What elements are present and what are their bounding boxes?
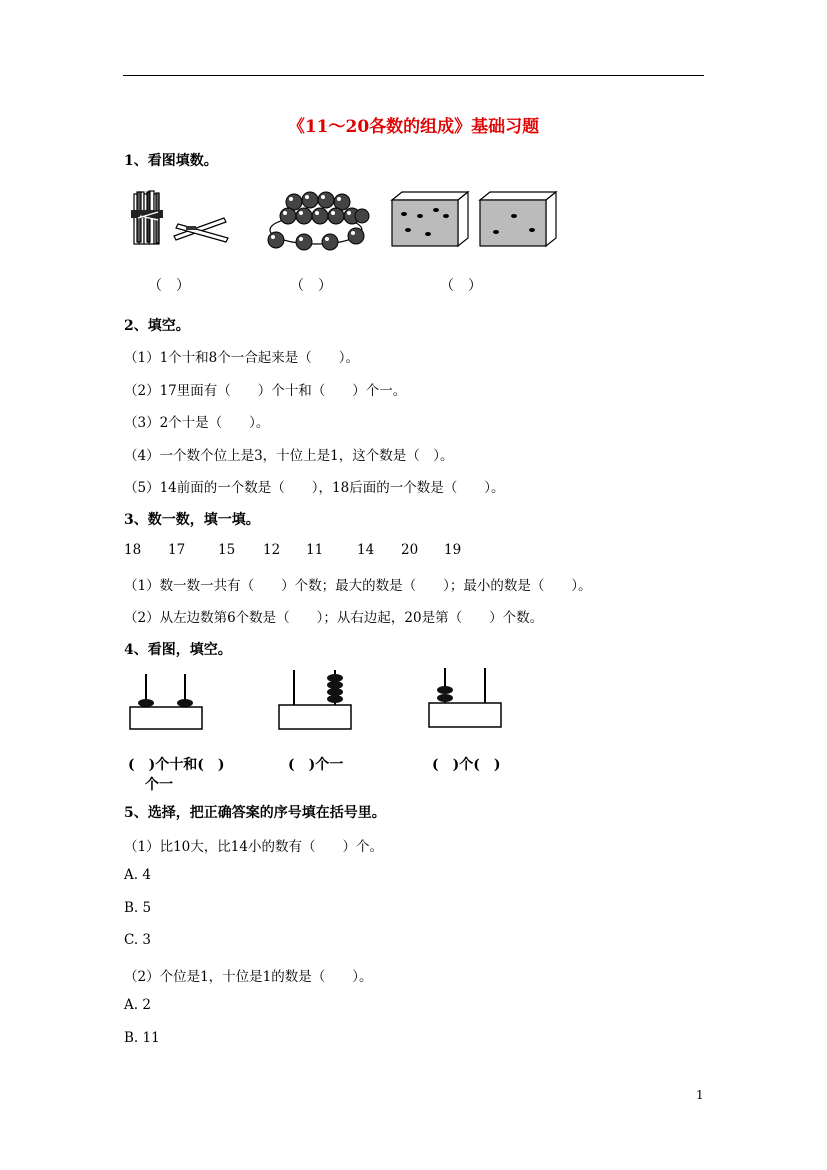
q3-heading: 3、数一数，填一填。 xyxy=(124,512,260,528)
q1-blank-2[interactable]: （ ） xyxy=(290,278,332,294)
q3-number-2: 17 xyxy=(168,542,186,558)
fish-tanks-image xyxy=(388,190,558,250)
q4-caption-2: ( )个一 xyxy=(288,757,344,773)
header-rule xyxy=(123,75,704,76)
q1-blank-1[interactable]: （ ） xyxy=(148,278,190,294)
q3-number-1: 18 xyxy=(124,542,142,558)
q4-caption-1-line-2: 个一 xyxy=(145,777,173,793)
q4-caption-1-line-1: ( )个十和( ) xyxy=(128,757,225,773)
q5-sub2-question: （2）个位是1，十位是1的数是（ ）。 xyxy=(124,969,373,985)
q4-caption-3: ( )个( ) xyxy=(432,757,501,773)
q3-item-2: （2）从左边数第6个数是（ ）；从右边起，20是第（ ）个数。 xyxy=(124,610,544,626)
q3-number-3: 15 xyxy=(218,542,236,558)
q5-sub1-option-a[interactable]: A. 4 xyxy=(124,867,151,883)
q2-item-4: （4）一个数个位上是3，十位上是1，这个数是（ ）。 xyxy=(124,448,454,464)
abacus-1-image xyxy=(128,670,204,732)
q3-number-5: 11 xyxy=(306,542,324,558)
q5-sub1-option-c[interactable]: C. 3 xyxy=(124,932,152,948)
q2-item-3: （3）2个十是（ ）。 xyxy=(124,415,270,431)
q2-heading: 2、填空。 xyxy=(124,318,190,334)
q5-sub2-option-b[interactable]: B. 11 xyxy=(124,1030,160,1046)
q5-heading: 5、选择，把正确答案的序号填在括号里。 xyxy=(124,805,386,821)
bundle-of-sticks-image xyxy=(128,188,238,248)
abacus-2-image xyxy=(277,668,353,732)
q3-number-7: 20 xyxy=(401,542,419,558)
q3-number-8: 19 xyxy=(444,542,462,558)
q3-item-1: （1）数一数一共有（ ）个数；最大的数是（ ）；最小的数是（ ）。 xyxy=(124,578,592,594)
page-title: 《11～20各数的组成》基础习题 xyxy=(287,117,540,137)
q2-item-5: （5）14前面的一个数是（ ），18后面的一个数是（ ）。 xyxy=(124,480,505,496)
q4-heading: 4、看图，填空。 xyxy=(124,642,232,658)
abacus-3-image xyxy=(427,666,503,730)
q3-number-6: 14 xyxy=(357,542,375,558)
apples-image xyxy=(266,188,376,254)
q2-item-1: （1）1个十和8个一合起来是（ ）。 xyxy=(124,350,360,366)
q5-sub1-question: （1）比10大，比14小的数有（ ）个。 xyxy=(124,839,383,855)
q5-sub1-option-b[interactable]: B. 5 xyxy=(124,900,152,916)
q1-blank-3[interactable]: （ ） xyxy=(440,278,482,294)
q3-number-4: 12 xyxy=(263,542,281,558)
q2-item-2: （2）17里面有（ ）个十和（ ）个一。 xyxy=(124,383,407,399)
page-number: 1 xyxy=(696,1088,704,1102)
q5-sub2-option-a[interactable]: A. 2 xyxy=(124,997,151,1013)
q1-heading: 1、看图填数。 xyxy=(124,153,218,169)
